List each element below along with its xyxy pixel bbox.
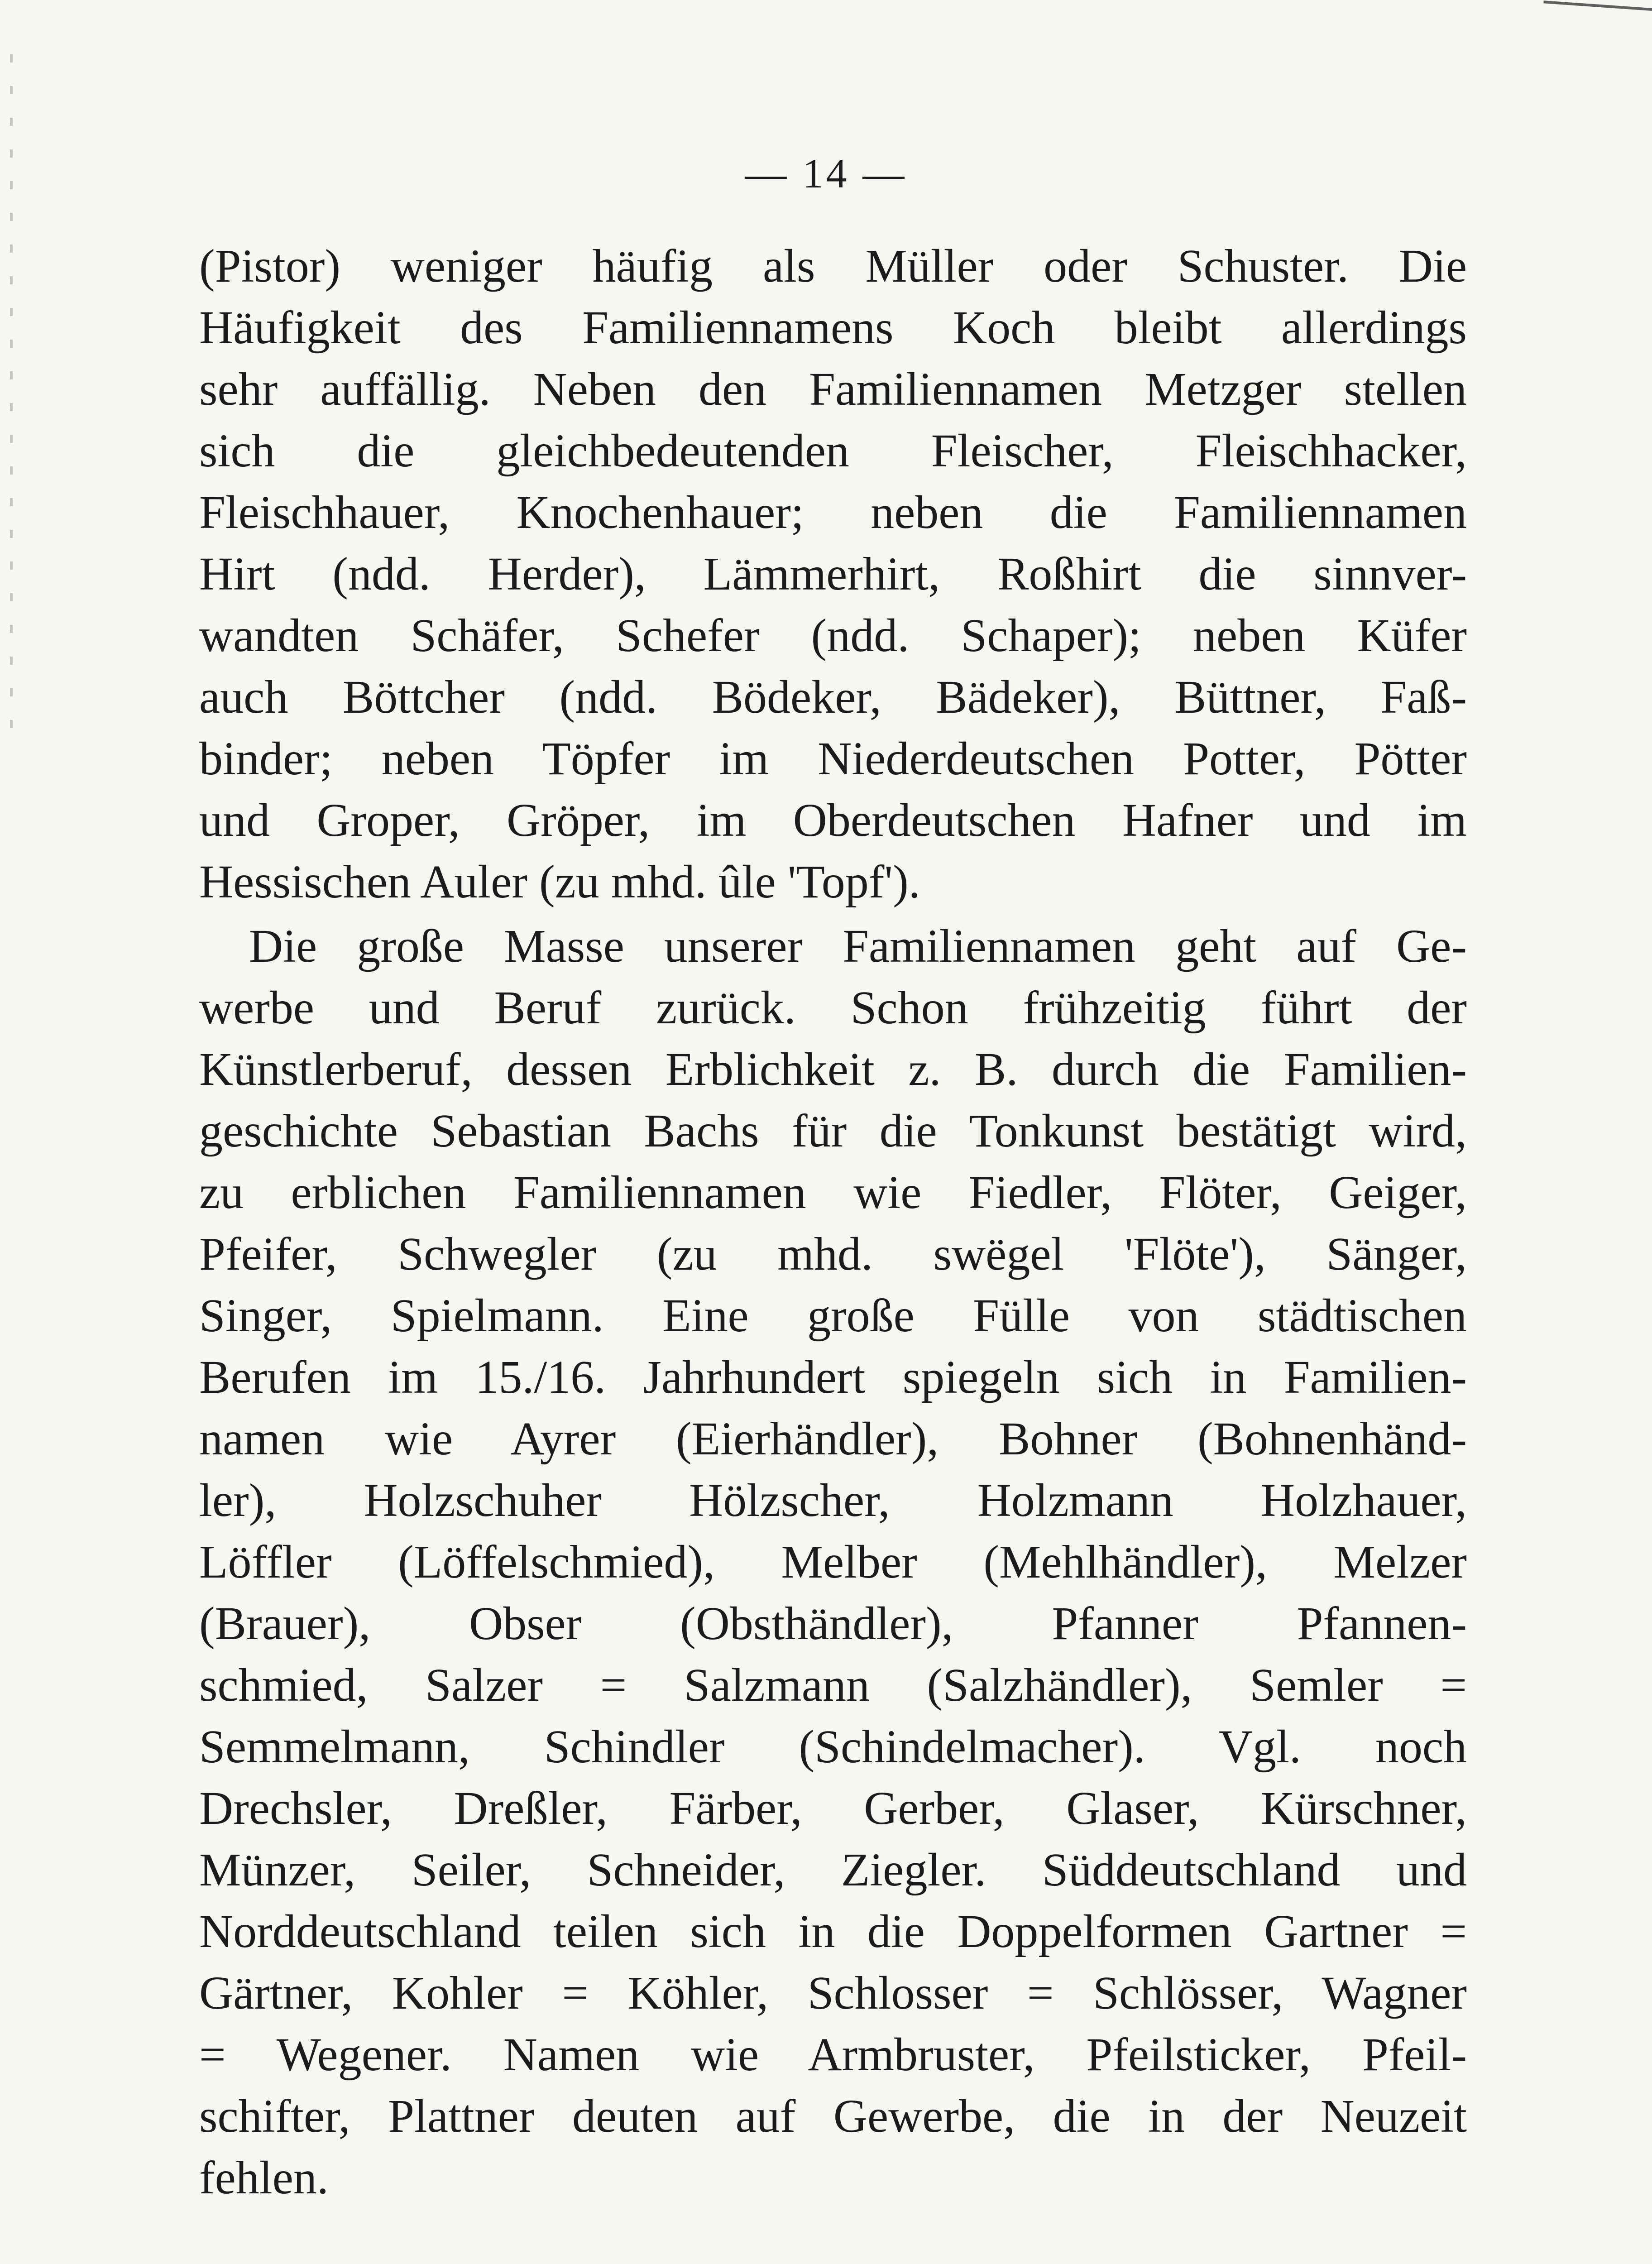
paragraph [199,235,1467,913]
text-line: Hessischen Auler (zu mhd. ûle 'Topf'). [199,856,920,908]
text-line: Die große Masse unserer Familiennamen geht auf Ge- [249,920,1467,972]
text-line: Norddeutschland teilen sich in die Doppelformen Gartner = [199,1905,1467,1957]
text-line: zu erblichen Familiennamen wie Fiedler, Flöter, Geiger, [199,1166,1467,1218]
text-line: schmied, Salzer = Salzmann (Salzhändler), Semler = [199,1659,1467,1711]
paragraph [199,916,1467,2209]
text-line: Semmelmann, Schindler (Schindelmacher). Vgl. noch [199,1721,1467,1773]
text-line: schifter, Plattner deuten auf Gewerbe, die in der Neuzeit [199,2090,1467,2142]
text-line: (Pistor) weniger häufig als Müller oder Schuster. Die [199,240,1467,292]
text-line: Hirt (ndd. Herder), Lämmerhirt, Roßhirt die sinnver- [199,548,1467,600]
text-line: namen wie Ayrer (Eierhändler), Bohner (Bohnenhänd- [199,1413,1467,1465]
text-line: Löffler (Löffelschmied), Melber (Mehlhändler), Melzer [199,1536,1467,1588]
text-line: fehlen. [199,2152,329,2204]
text-line: werbe und Beruf zurück. Schon frühzeitig führt der [199,982,1467,1034]
text-line: ler), Holzschuher Hölzscher, Holzmann Holzhauer, [199,1474,1467,1526]
text-line: Fleischhauer, Knochenhauer; neben die Familiennamen [199,486,1467,538]
text-line: Berufen im 15./16. Jahrhundert spiegeln sich in Familien- [199,1351,1467,1403]
page-number: — 14 — [745,150,907,197]
text-line: Singer, Spielmann. Eine große Fülle von städtischen [199,1290,1467,1342]
text-line: auch Böttcher (ndd. Bödeker, Bädeker), Büttner, Faß- [199,671,1467,723]
text-line: Künstlerberuf, dessen Erblichkeit z. B. durch die Familien- [199,1043,1467,1095]
text-line: binder; neben Töpfer im Niederdeutschen Potter, Pötter [199,733,1467,785]
text-line: geschichte Sebastian Bachs für die Tonkunst bestätigt wird, [199,1105,1467,1157]
text-line: (Brauer), Obser (Obsthändler), Pfanner Pfannen- [199,1597,1467,1650]
text-line: und Groper, Gröper, im Oberdeutschen Hafner und im [199,794,1467,846]
text-line: Münzer, Seiler, Schneider, Ziegler. Süddeutschland und [199,1844,1467,1896]
text-line: sich die gleichbedeutenden Fleischer, Fleischhacker, [199,425,1467,477]
text-line: = Wegener. Namen wie Armbruster, Pfeilsticker, Pfeil- [199,2029,1467,2081]
text-line: wandten Schäfer, Schefer (ndd. Schaper); neben Küfer [199,609,1467,662]
text-line: Gärtner, Kohler = Köhler, Schlosser = Schlösser, Wagner [199,1967,1467,2019]
text-line: Häufigkeit des Familiennamens Koch bleibt allerdings [199,302,1467,354]
text-line: sehr auffällig. Neben den Familiennamen Metzger stellen [199,363,1467,415]
text-line: Drechsler, Dreßler, Färber, Gerber, Glaser, Kürschner, [199,1782,1467,1834]
text-line: Pfeifer, Schwegler (zu mhd. swëgel 'Flöte'), Sänger, [199,1228,1467,1280]
body-text [199,235,1467,2209]
scan-edge-mark [1543,0,1652,11]
